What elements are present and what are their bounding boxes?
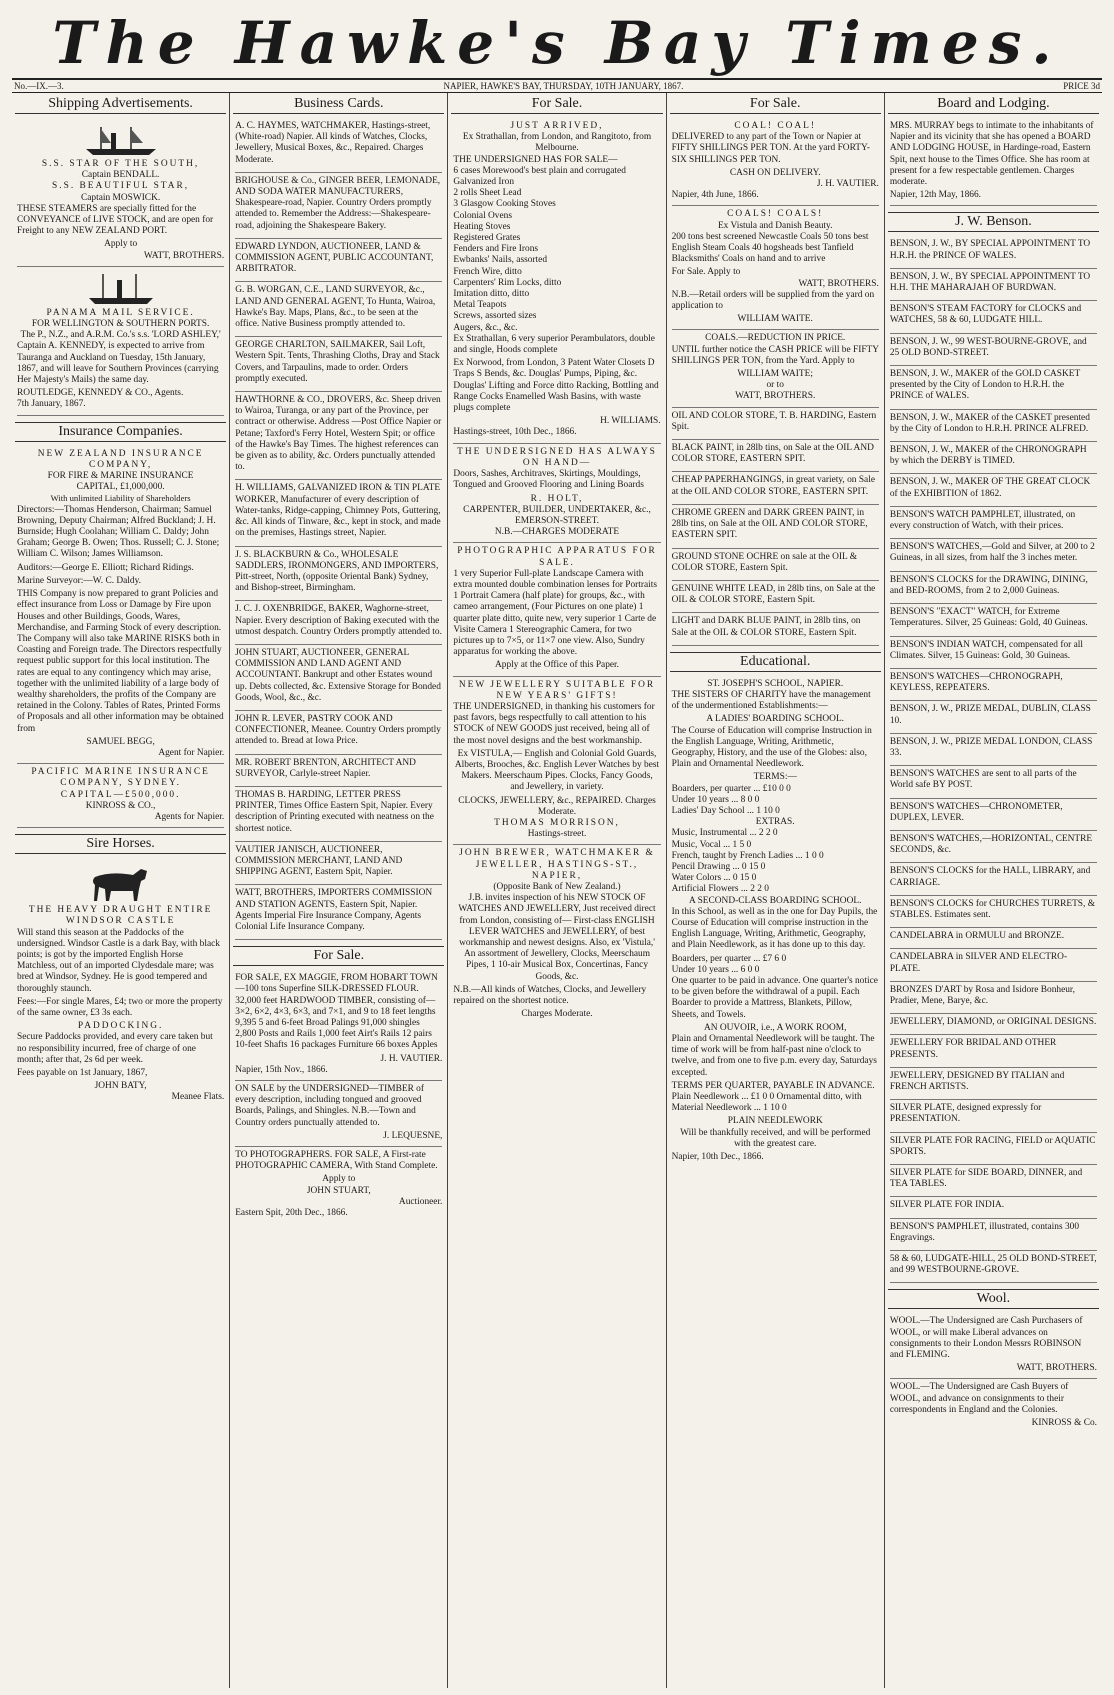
ad-title: NEW ZEALAND INSURANCE COMPANY, bbox=[37, 448, 204, 470]
section-heading: Insurance Companies. bbox=[15, 422, 226, 442]
item-text: BENSON, J. W., MAKER of the GOLD CASKET presented by the City of London to H.R.H. the PRINCE of WALES. bbox=[889, 369, 1081, 402]
benson-item bbox=[890, 301, 1097, 333]
seller-name: WILLIAM WAITE. bbox=[737, 314, 813, 325]
item-text: BENSON, J. W., BY SPECIAL APPOINTMENT TO H.H. THE MAHARAJAH OF BURDWAN. bbox=[889, 271, 1091, 294]
ad-title: ST. JOSEPH'S SCHOOL, NAPIER. bbox=[707, 678, 844, 689]
benson-item bbox=[890, 1219, 1097, 1251]
masthead: The Hawke's Bay Times. bbox=[52, 9, 1062, 77]
ad-st-josephs bbox=[672, 676, 879, 1168]
apply-label: For Sale. Apply to bbox=[671, 267, 741, 278]
ad-date: Napier, 15th Nov., 1866. bbox=[235, 1064, 328, 1075]
ship-name-2: S.S. BEAUTIFUL STAR, bbox=[52, 181, 190, 192]
card-text: BRIGHOUSE & Co., GINGER BEER, LEMONADE, AND SODA WATER MANUFACTURERS, Shakespeare-road, Napier. Country Orders promptly attended to. Remember the Address:—Shakespeare-road, adjoining the Shakespeare Bakery. bbox=[235, 175, 441, 231]
sub-heading: PADDOCKING. bbox=[77, 1021, 164, 1032]
ad-store bbox=[672, 505, 879, 549]
item: Ewbanks' Nails, assorted bbox=[453, 255, 548, 266]
issue-number: No.—IX.—3. bbox=[14, 81, 64, 91]
seller-name: R. HOLT, bbox=[530, 493, 584, 504]
ad-date: Napier, 4th June, 1866. bbox=[671, 190, 759, 201]
ad-just-arrived bbox=[453, 118, 660, 444]
ship-captain-2: Captain MOSWICK. bbox=[81, 192, 161, 203]
term-row: Music, Instrumental ... 2 2 0 bbox=[671, 828, 778, 839]
ad-holt bbox=[453, 444, 660, 544]
ad-lead: THE UNDERSIGNED HAS FOR SALE— bbox=[453, 154, 618, 165]
benson-item bbox=[890, 507, 1097, 539]
term-row: Under 10 years ... 8 0 0 bbox=[671, 794, 760, 805]
ad-title: THE HEAVY DRAUGHT ENTIRE WINDSOR CASTLE bbox=[28, 905, 213, 927]
capital: CAPITAL, £1,000,000. bbox=[76, 482, 165, 493]
business-card bbox=[235, 118, 442, 173]
benson-item bbox=[890, 637, 1097, 669]
card-text: JOHN R. LEVER, PASTRY COOK AND CONFECTIONER, Meanee. Country Orders promptly attended to. Bread at Iowa Price. bbox=[235, 713, 441, 747]
capital: CAPITAL—£500,000. bbox=[60, 789, 181, 800]
seller-name: WATT, BROTHERS. bbox=[798, 278, 879, 289]
ad-title: COALS! COALS! bbox=[727, 209, 824, 220]
ad-subtitle: (Opposite Bank of New Zealand.) bbox=[493, 882, 621, 892]
benson-item bbox=[890, 1197, 1097, 1218]
benson-item bbox=[890, 982, 1097, 1014]
ad-text: Ex Strathallan, 6 very superior Perambulators, double and single, Hoods complete bbox=[453, 333, 655, 356]
sub-heading: A SECOND-CLASS BOARDING SCHOOL. bbox=[689, 895, 862, 906]
term-row: Boarders, per quarter ... £10 0 0 bbox=[671, 783, 791, 794]
ad-text: Will be thankfully received, and will be performed with the greatest care. bbox=[680, 1127, 871, 1149]
benson-item bbox=[890, 831, 1097, 863]
ad-subtitle: Ex Vistula and Danish Beauty. bbox=[717, 220, 833, 231]
agent-name: SAMUEL BEGG, bbox=[86, 736, 155, 747]
card-text: MR. ROBERT BRENTON, ARCHITECT AND SURVEYOR, Carlyle-street Napier. bbox=[235, 757, 416, 779]
item-text: BENSON, J. W., MAKER of the CASKET presented by the City of London to H.R.H. PRINCE ALFRED. bbox=[889, 412, 1090, 434]
ad-text: CHROME GREEN and DARK GREEN PAINT, in 28lb tins, on Sale at the OIL AND COLOR STORE, EASTERN SPIT. bbox=[671, 507, 868, 541]
ad-text: THESE STEAMERS are specially fitted for the CONVEYANCE of LIVE STOCK, and are open for Freight to any NEW ZEALAND PORT. bbox=[17, 203, 214, 237]
benson-item bbox=[890, 366, 1097, 410]
ad-text: GENUINE WHITE LEAD, in 28lb tins, on Sale at the OIL & COLOR STORE, Eastern Spit. bbox=[671, 583, 876, 606]
ad-wool-1 bbox=[890, 1313, 1097, 1379]
section-heading: Educational. bbox=[670, 652, 881, 672]
benson-item bbox=[890, 928, 1097, 949]
charges: Charges Moderate. bbox=[521, 1009, 593, 1020]
card-text: J. S. BLACKBURN & Co., WHOLESALE SADDLERS, IRONMONGERS, AND IMPORTERS, Pitt-street, North, (opposite Oriental Bank) Sydney, and Bishop-street, Birmingham. bbox=[235, 549, 439, 594]
benson-item bbox=[890, 734, 1097, 766]
term-row: Under 10 years ... 6 0 0 bbox=[671, 964, 760, 975]
benson-item bbox=[890, 1035, 1097, 1067]
benson-item bbox=[890, 410, 1097, 442]
ad-subtitle: FOR WELLINGTON & SOUTHERN PORTS. bbox=[31, 319, 210, 330]
ad-title: COALS.—REDUCTION IN PRICE. bbox=[705, 333, 846, 344]
item-text: JEWELLERY, DESIGNED BY ITALIAN and FRENCH ARTISTS. bbox=[889, 1070, 1065, 1092]
ad-photographic-apparatus bbox=[453, 543, 660, 676]
ad-maggie bbox=[235, 970, 442, 1081]
ad-text: THE SISTERS OF CHARITY have the management of the undermentioned Establishments:— bbox=[671, 689, 871, 712]
ad-text: Ex VISTULA,— English and Colonial Gold Guards, Alberts, Brooches, &c. English Lever Watches by best Makers. Meerschaum Pipes. Clocks, Fancy Goods, and Jewellery, in variety. bbox=[454, 748, 660, 793]
steamship-icon bbox=[81, 272, 161, 306]
ad-nz-insurance bbox=[17, 446, 224, 764]
ad-store bbox=[672, 440, 879, 472]
fees: Fees:—For single Mares, £4; two or more the property of the same owner, £3 3s each. bbox=[17, 996, 223, 1018]
directors: Directors:—Thomas Henderson, Chairman; Samuel Browning, Deputy Chairman; Alfred Buckland; J. H. Burnside; Hugh Coolahan; William C. Daldy; John Graham; George B. Owen; Thos. Russell; C. J. Stone; William C. Wilson; James Williamson. bbox=[17, 504, 220, 560]
term-row: Artificial Flowers ... 2 2 0 bbox=[671, 884, 769, 895]
ad-title: COAL! COAL! bbox=[734, 121, 817, 131]
ad-date: 7th January, 1867. bbox=[17, 399, 86, 410]
ad-title: JOHN BREWER, WATCHMAKER & JEWELLER, HASTINGS-ST., NAPIER, bbox=[459, 848, 655, 881]
item-text: BENSON'S WATCH PAMPHLET, illustrated, on every construction of Watch, with their prices. bbox=[889, 509, 1076, 532]
ad-text: GROUND STONE OCHRE on sale at the OIL & COLOR STORE, Eastern Spit. bbox=[671, 551, 858, 573]
business-card bbox=[235, 787, 442, 842]
item-text: CANDELABRA in SILVER AND ELECTRO-PLATE. bbox=[889, 952, 1068, 974]
ad-note: N.B.—Retail orders will be supplied from the yard on application to bbox=[671, 289, 875, 312]
item: Carpenters' Rim Locks, ditto bbox=[453, 277, 562, 288]
ad-note: One quarter to be paid in advance. One quarter's notice to be given before the withdrawal of a pupil. Each Boarder to provide a Mattress, Blankets, Pillow, Sheets, and Towels. bbox=[671, 976, 878, 1020]
ad-panama bbox=[17, 267, 224, 416]
agent-name: KINROSS & CO., bbox=[85, 800, 156, 811]
item: Imitation ditto, ditto bbox=[453, 289, 530, 300]
business-card bbox=[235, 173, 442, 239]
ad-text: Ex Norwood, from London, 3 Patent Water Closets D Traps S Bends, &c. Douglas' Pumps, Piping, &c. Douglas' Lifting and Force ditto Racking, Bottling and Range Cocks Enamelled Wash Basins, with waste plugs complete bbox=[453, 358, 659, 414]
seller-role: Auctioneer. bbox=[398, 1196, 443, 1207]
term-row: Water Colors ... 0 15 0 bbox=[671, 873, 757, 884]
item-text: BENSON, J. W., MAKER OF THE GREAT CLOCK of the EXHIBITION of 1862. bbox=[889, 477, 1091, 499]
ad-text: In this School, as well as in the one for Day Pupils, the Course of Education will comprise instruction in the English Language, Writing, Arithmetic, Geography, and Plain Needlework, as it has done up to this day. bbox=[671, 906, 878, 951]
ad-text: Secure Paddocks provided, and every care taken but no responsibility incurred, free of charge of one month; after that, 2s 6d per week. bbox=[17, 1032, 213, 1065]
benson-item bbox=[890, 701, 1097, 733]
ad-title: THE UNDERSIGNED HAS ALWAYS ON HAND— bbox=[457, 446, 657, 468]
term-row: Pencil Drawing ... 0 15 0 bbox=[671, 861, 766, 872]
ad-text: Doors, Sashes, Architraves, Skirtings, Mouldings, Tongued and Grooved Flooring and Lining Boards bbox=[453, 469, 644, 491]
business-card bbox=[235, 337, 442, 392]
ad-coal-reduction bbox=[672, 330, 879, 407]
business-card bbox=[235, 711, 442, 755]
section-heading: For Sale. bbox=[233, 946, 444, 966]
benson-item bbox=[890, 1100, 1097, 1132]
card-text: G. B. WORGAN, C.E., LAND SURVEYOR, &c., LAND AND GENERAL AGENT, To Hunta, Wairoa, Hawke's Bay. Maps, Plans, &c., to be seen at the office. Native Business promptly attended to. bbox=[235, 285, 436, 330]
item-text: BENSON, J. W., PRIZE MEDAL, DUBLIN, CLASS 10. bbox=[889, 704, 1091, 726]
item-text: BENSON'S WATCHES,—Gold and Silver, at 200 to 2 Guineas, in all sizes, from half the 3 inches meter. bbox=[889, 542, 1095, 564]
ad-title: JUST ARRIVED, bbox=[510, 121, 604, 131]
column-heading: Shipping Advertisements. bbox=[15, 95, 226, 114]
ad-text: OIL AND COLOR STORE, T. B. HARDING, Eastern Spit. bbox=[671, 410, 877, 432]
item-text: BENSON, J. W., MAKER of the CHRONOGRAPH by which the DERBY is TIMED. bbox=[889, 445, 1087, 467]
card-text: VAUTIER JANISCH, AUCTIONEER, COMMISSION MERCHANT, LAND AND SHIPPING AGENT, Eastern Spit, Napier. bbox=[235, 844, 403, 878]
column-board-lodging bbox=[885, 93, 1102, 1688]
ad-date: Eastern Spit, 20th Dec., 1866. bbox=[235, 1208, 348, 1219]
ad-date: Napier, 12th May, 1866. bbox=[889, 190, 981, 201]
ad-text: LIGHT and DARK BLUE PAINT, in 28lb tins, on Sale at the OIL & COLOR STORE, Eastern Spit. bbox=[671, 616, 861, 638]
seller-name: THOMAS MORRISON, bbox=[494, 817, 620, 828]
benson-item bbox=[890, 474, 1097, 506]
card-text: J. C. J. OXENBRIDGE, BAKER, Waghorne-street, Napier. Every description of Baking executed with the utmost despatch. Country Orders promptly attended to. bbox=[235, 604, 442, 637]
issue-date: NAPIER, HAWKE'S BAY, THURSDAY, 10TH JANUARY, 1867. bbox=[443, 81, 684, 91]
benson-item bbox=[890, 949, 1097, 981]
ad-text: The Course of Education will comprise Instruction in the English Language, Writing, Arithmetic, Geography, History, and the use of the Globes: also, Plain and Ornamental Needlework. bbox=[671, 725, 872, 770]
item-text: SILVER PLATE, designed expressly for PRESENTATION. bbox=[889, 1103, 1042, 1125]
item: French Wire, ditto bbox=[453, 266, 522, 277]
benson-item bbox=[890, 1014, 1097, 1035]
item-text: BENSON'S PAMPHLET, illustrated, contains 300 Engravings. bbox=[889, 1221, 1080, 1243]
benson-item bbox=[890, 1165, 1097, 1197]
ad-text: THE UNDERSIGNED, in thanking his customers for past favors, begs respectfully to call attention to his STOCK of NEW GOODS just received, being all of the most novel designs and the best workmanship. bbox=[453, 701, 655, 746]
terms-label: TERMS:— bbox=[753, 772, 797, 783]
apply-label: Apply at the Office of this Paper. bbox=[494, 660, 620, 671]
ad-john-brewer bbox=[453, 845, 660, 1024]
column-heading: For Sale. bbox=[670, 95, 881, 114]
benson-item bbox=[890, 334, 1097, 366]
item-text: BENSON'S CLOCKS for the HALL, LIBRARY, and CARRIAGE. bbox=[889, 866, 1091, 888]
ad-subtitle: Ex Strathallan, from London, and Rangitoto, from Melbourne. bbox=[462, 132, 652, 154]
agent-role: Agents for Napier. bbox=[154, 811, 225, 822]
seller-name: WILLIAM WAITE; bbox=[737, 369, 813, 380]
business-card bbox=[235, 392, 442, 480]
ad-title: NEW JEWELLERY SUITABLE FOR NEW YEARS' GIFTS! bbox=[458, 679, 656, 701]
ad-store bbox=[672, 408, 879, 440]
ad-sire-horse bbox=[17, 858, 224, 1107]
ad-text: UNTIL further notice the CASH PRICE will be FIFTY SHILLINGS PER TON, from the Yard. Apply to bbox=[671, 344, 879, 366]
item-text: SILVER PLATE FOR RACING, FIELD or AQUATIC SPORTS. bbox=[889, 1135, 1096, 1157]
item-text: CANDELABRA in ORMULU and BRONZE. bbox=[889, 931, 1065, 942]
item-text: BENSON, J. W., BY SPECIAL APPOINTMENT TO H.R.H. the PRINCE OF WALES. bbox=[889, 239, 1091, 261]
ad-pacific-insurance bbox=[17, 764, 224, 828]
item-text: SILVER PLATE FOR INDIA. bbox=[889, 1200, 1005, 1211]
item: 2 rolls Sheet Lead bbox=[453, 188, 522, 199]
ad-store bbox=[672, 472, 879, 504]
ad-coal bbox=[672, 118, 879, 206]
card-text: WATT, BROTHERS, IMPORTERS COMMISSION AND STATION AGENTS, Eastern Spit, Napier. Agents Imperial Fire Insurance Company, Agents Colonial Life Insurance Company. bbox=[235, 888, 433, 932]
fees-note: Fees payable on 1st January, 1867, bbox=[17, 1068, 148, 1078]
ad-coals bbox=[672, 206, 879, 330]
column-heading: For Sale. bbox=[451, 95, 662, 114]
column-for-sale-2 bbox=[667, 93, 885, 1688]
ad-store bbox=[672, 613, 879, 645]
ad-note: CLOCKS, JEWELLERY, &c., REPAIRED. Charges Moderate. bbox=[458, 795, 656, 817]
ad-note: N.B.—CHARGES MODERATE bbox=[494, 527, 620, 538]
column-for-sale-1 bbox=[448, 93, 666, 1688]
benson-item bbox=[890, 766, 1097, 798]
seller-role: CARPENTER, BUILDER, UNDERTAKER, &c., EMERSON-STREET. bbox=[463, 504, 651, 526]
column-heading: Business Cards. bbox=[233, 95, 444, 114]
ad-text: ON SALE by the UNDERSIGNED—TIMBER of every description, including tongued and grooved Boards, Palings, and Shingles. N.B.—Town and Country orders punctually attended to. bbox=[235, 1084, 424, 1128]
seller-place: Hastings-street. bbox=[527, 829, 587, 840]
section-heading: Wool. bbox=[888, 1289, 1099, 1309]
ad-subtitle: FOR FIRE & MARINE INSURANCE bbox=[47, 471, 194, 482]
ad-title: PACIFIC MARINE INSURANCE COMPANY, SYDNEY. bbox=[31, 767, 210, 789]
item: 3 Glasgow Cooking Stoves bbox=[453, 199, 556, 210]
item: Fenders and Fire Irons bbox=[453, 244, 539, 255]
benson-item bbox=[890, 863, 1097, 895]
ad-title: PHOTOGRAPHIC APPARATUS FOR SALE. bbox=[457, 546, 657, 568]
ad-note: N.B.—All kinds of Watches, Clocks, and Jewellery repaired on the shortest notice. bbox=[453, 984, 647, 1007]
address-text: 58 & 60, LUDGATE-HILL, 25 OLD BOND-STREET, and 99 WESTBOURNE-GROVE. bbox=[889, 1254, 1097, 1276]
card-text: H. WILLIAMS, GALVANIZED IRON & TIN PLATE WORKER, Manufacturer of every description of Water-tanks, Ridge-capping, Chimney Pots, Guttering, &c. All kinds of Tinware, &c., kept in stock, and made on the premises, Hastings street, Napier. bbox=[235, 483, 441, 539]
business-card bbox=[235, 239, 442, 283]
business-card bbox=[235, 282, 442, 337]
or-label: or to bbox=[766, 380, 784, 391]
agent-name: WATT, BROTHERS. bbox=[143, 250, 225, 261]
ad-title: PANAMA MAIL SERVICE. bbox=[46, 307, 195, 318]
benson-item bbox=[890, 572, 1097, 604]
business-card bbox=[235, 842, 442, 886]
item-text: BENSON'S INDIAN WATCH, compensated for all Climates. Silver, 15 Guineas: Gold, 30 Guineas. bbox=[889, 639, 1083, 661]
term-row: Boarders, per quarter ... £7 6 0 bbox=[671, 953, 787, 964]
term-row: French, taught by French Ladies ... 1 0 0 bbox=[671, 850, 824, 861]
term-row: TERMS PER QUARTER, PAYABLE IN ADVANCE. Plain Needlework ... £1 0 0 Ornamental ditto, with Material Needlework ... 1 10 0 bbox=[671, 1080, 875, 1114]
item-text: BENSON, J. W., 99 WEST-BOURNE-GROVE, and 25 OLD BOND-STREET. bbox=[889, 336, 1087, 358]
item-text: BENSON'S STEAM FACTORY for CLOCKS and WATCHES, 58 & 60, LUDGATE HILL. bbox=[889, 304, 1082, 326]
term-row: Music, Vocal ... 1 5 0 bbox=[671, 839, 752, 850]
benson-item bbox=[890, 799, 1097, 831]
ad-photographers bbox=[235, 1147, 442, 1223]
card-text: A. C. HAYMES, WATCHMAKER, Hastings-street, (White-road) Napier. All kinds of Watches, Clocks, Jewellery, Musical Boxes, &c., Repaired. Charges Moderate. bbox=[235, 121, 431, 165]
benson-item bbox=[890, 442, 1097, 474]
item: Registered Grates bbox=[453, 233, 521, 244]
ad-store bbox=[672, 549, 879, 581]
ad-date: Napier, 10th Dec., 1866. bbox=[671, 1152, 764, 1163]
ship-captain-1: Captain BENDALL. bbox=[81, 170, 160, 181]
seller-name: H. WILLIAMS. bbox=[600, 416, 661, 427]
item-text: BENSON'S "EXACT" WATCH, for Extreme Temperatures. Silver, 25 Guineas: Gold, 40 Guineas. bbox=[889, 607, 1088, 629]
ad-note: CASH ON DELIVERY. bbox=[729, 167, 821, 178]
agent-role: Agent for Napier. bbox=[158, 747, 225, 758]
ad-text: WOOL.—The Undersigned are Cash Purchasers of WOOL, or will make Liberal advances on consignments to their London Messrs ROBINSON and FLEMING. bbox=[889, 1316, 1083, 1361]
ad-date: Hastings-street, 10th Dec., 1866. bbox=[453, 427, 577, 438]
card-text: EDWARD LYNDON, AUCTIONEER, LAND & COMMISSION AGENT, PUBLIC ACCOUNTANT, ARBITRATOR. bbox=[235, 241, 434, 275]
benson-item bbox=[890, 1068, 1097, 1100]
item-text: BENSON'S WATCHES,—HORIZONTAL, CENTRE SECONDS, &c. bbox=[889, 833, 1093, 856]
item-text: SILVER PLATE for SIDE BOARD, DINNER, and TEA TABLES. bbox=[889, 1168, 1083, 1190]
ad-text: CHEAP PAPERHANGINGS, in great variety, on Sale at the OIL AND COLOR STORE, EASTERN SPIT. bbox=[671, 475, 875, 497]
ad-text: Will stand this season at the Paddocks of the undersigned. Windsor Castle is a dark Bay, with black points; is got by the imported English Horse Matchless, out of an imported Clydesdale mare; was bred at Windsor, Sydney. He is good tempered and thoroughly staunch. bbox=[17, 927, 220, 994]
owner-place: Meanee Flats. bbox=[171, 1092, 225, 1103]
benson-item bbox=[890, 669, 1097, 701]
item-text: BRONZES D'ART by Rosa and Isidore Bonheur, Pradier, Mene, Barye, &c. bbox=[889, 984, 1076, 1006]
dateline bbox=[12, 78, 1102, 93]
column-business-cards bbox=[230, 93, 448, 1688]
card-text: HAWTHORNE & CO., DROVERS, &c. Sheep driven to Wairoa, Turanga, or any part of the Province, per contract or otherwise. Address —Post Office Napier or Petane; Taxford's Ferry Hotel, Western Spit; or office of the Hawke's Bay Times. The highest references can be given as to ability, &c. Orders punctually attended to. bbox=[235, 395, 442, 473]
column-shipping bbox=[12, 93, 230, 1688]
ad-text: MRS. MURRAY begs to intimate to the inhabitants of Napier and its vicinity that she has opened a BOARD AND LODGING HOUSE, in Hardinge-road, Eastern Spit, next house to the Times Office. She has room at present for a few respectable gentlemen. Charges moderate. bbox=[889, 121, 1094, 188]
price: PRICE 3d bbox=[1063, 81, 1100, 91]
ad-mrs-murray bbox=[890, 118, 1097, 206]
liability: With unlimited Liability of Shareholders bbox=[50, 493, 191, 504]
ad-text: THIS Company is now prepared to grant Policies and effect insurance from Loss or Damage by Fire upon Houses and other Buildings, Goods, Wares, Merchandise, and Farming Stock of every description. The Company will also take MARINE RISKS both in Coasting and Foreign trade. The Directors respectfully request public support for this local institution. The rates are equal to any contingency which may arise, together with the unlimited liability of a large body of wealthy shareholders, the profits of the Company are retained in the Colony. Tables of Rates, Printed Forms of Proposals and all other information may be obtained from bbox=[17, 589, 224, 734]
auditors: Auditors:—George E. Elliott; Richard Ridings. bbox=[17, 562, 194, 573]
sub-heading: A LADIES' BOARDING SCHOOL. bbox=[706, 714, 845, 725]
business-card bbox=[235, 755, 442, 787]
seller-name: J. H. VAUTIER. bbox=[380, 1053, 443, 1064]
ad-text: Plain and Ornamental Needlework will be taught. The time of work will be from half-past nine o'clock to twelve, and from one to five p.m. every day, Saturdays excepted. bbox=[671, 1034, 877, 1078]
term-row: Ladies' Day School ... 1 10 0 bbox=[671, 805, 780, 816]
ad-text: 200 tons best screened Newcastle Coals 50 tons best English Steam Coals 40 hogsheads best Tanfield Blacksmiths' Coals on hand and to arrive bbox=[671, 231, 869, 265]
ship-name-1: S.S. STAR OF THE SOUTH, bbox=[41, 159, 200, 169]
horse-icon bbox=[81, 863, 161, 903]
item-text: JEWELLERY FOR BRIDAL AND OTHER PRESENTS. bbox=[889, 1038, 1057, 1060]
item-text: BENSON'S CLOCKS for the DRAWING, DINING, and BED-ROOMS, from 2 to 2,000 Guineas. bbox=[889, 574, 1088, 596]
steamship-icon bbox=[81, 123, 161, 157]
item-text: BENSON'S WATCHES—CHRONOMETER, DUPLEX, LEVER. bbox=[889, 801, 1063, 823]
section-heading: J. W. Benson. bbox=[888, 212, 1099, 232]
ad-text: FOR SALE, EX MAGGIE, FROM HOBART TOWN—100 tons Superfine SILK-DRESSED FLOUR. 32,000 feet HARDWOOD TIMBER, consisting of—3×2, 6×2, 4×3, 6×3, and 7×1, and 9 to 18 feet lengths 9,395 5 and 6-feet Broad Palings 91,000 shingles 2,800 Posts and Rails 1,000 feet Airt's Rails 12 pairs 10-feet Shafts 16 packages Furniture 66 boxes Apples bbox=[235, 973, 438, 1051]
item-text: BENSON, J. W., PRIZE MEDAL LONDON, CLASS 33. bbox=[889, 736, 1093, 758]
ship-name: The P., N.Z., and A.R.M. Co.'s s.s. 'LORD ASHLEY,' bbox=[20, 330, 221, 341]
item: Metal Teapots bbox=[453, 300, 507, 311]
item-text: JEWELLERY, DIAMOND, or ORIGINAL DESIGNS. bbox=[889, 1017, 1097, 1028]
ad-new-jewellery bbox=[453, 677, 660, 846]
business-card bbox=[235, 547, 442, 602]
section-heading: Sire Horses. bbox=[15, 834, 226, 854]
business-card bbox=[235, 885, 442, 940]
seller-name: J. LEQUESNE, bbox=[383, 1130, 443, 1141]
ad-text: 1 very Superior Full-plate Landscape Camera with extra mounted double combination lenses for Portraits 1 Portrait Camera (half plate) for groups, &c., with cameo arrangement, (Four Pictures on one plate) 1 quarter plate ditto, quite new, very superior 1 Carte de Visite Camera 1 Stereographic Camera, for two pictures up to 7×5, or 11×7 one view. Also, Sundry apparatus for working the above. bbox=[453, 568, 658, 658]
benson-item bbox=[890, 269, 1097, 301]
benson-item bbox=[890, 236, 1097, 268]
item-text: BENSON'S WATCHES—CHRONOGRAPH, KEYLESS, REPEATERS. bbox=[889, 671, 1063, 694]
benson-address bbox=[890, 1251, 1097, 1283]
ad-timber bbox=[235, 1081, 442, 1147]
seller-name: J. H. VAUTIER. bbox=[816, 179, 879, 190]
ad-wool-2 bbox=[890, 1379, 1097, 1433]
term-row: EXTRAS. bbox=[755, 817, 795, 828]
item: 6 cases Morewood's best plain and corrugated Galvanized Iron bbox=[453, 165, 626, 188]
card-text: THOMAS B. HARDING, LETTER PRESS PRINTER, Times Office Eastern Spit, Napier. Every description of Printing executed with neatness on the shortest notice. bbox=[235, 789, 434, 834]
item: Heating Stoves bbox=[453, 221, 511, 232]
item-text: BENSON'S WATCHES are sent to all parts of the World safe BY POST. bbox=[889, 769, 1077, 791]
seller-name: WATT, BROTHERS. bbox=[1016, 1363, 1098, 1374]
ad-text: DELIVERED to any part of the Town or Napier at FIFTY SHILLINGS PER TON. At the yard FORTY-SIX SHILLINGS PER TON. bbox=[671, 132, 870, 165]
business-card bbox=[235, 480, 442, 546]
sub-heading: PLAIN NEEDLEWORK bbox=[727, 1116, 823, 1127]
item: Augers, &c., &c. bbox=[453, 322, 518, 333]
ad-text: J.B. invites inspection of his NEW STOCK OF WATCHES AND JEWELLERY, Just received direct from London, consisting of— First-class ENGLISH LEVER WATCHES and JEWELLERY, of best workmanship and newest designs. Also, ex 'Vistula,' An assortment of Jewellery, Clocks, Meerschaum Pipes, 1 10-air Musical Box, Concertinas, Fancy Goods, &c. bbox=[458, 893, 656, 982]
business-card bbox=[235, 601, 442, 645]
ad-text: WOOL.—The Undersigned are Cash Buyers of WOOL, and advance on consignments to their correspondents in England and the Colonies. bbox=[889, 1382, 1069, 1415]
sub-heading: AN OUVOIR, i.e., A WORK ROOM, bbox=[703, 1022, 847, 1033]
item-text: BENSON'S CLOCKS for CHURCHES TURRETS, & STABLES. Estimates sent. bbox=[889, 898, 1096, 920]
apply-label: Apply to bbox=[322, 1174, 356, 1185]
ad-text: TO PHOTOGRAPHERS. FOR SALE, A First-rate PHOTOGRAPHIC CAMERA, With Stand Complete. bbox=[235, 1150, 438, 1172]
seller-name: WATT, BROTHERS. bbox=[735, 391, 816, 402]
ad-text: Captain A. KENNEDY, is expected to arrive from Tauranga and Auckland on Tuesday, 15th January, 1867, and will leave for Southern Provinces (carrying Her Majesty's Mails) the same day. bbox=[17, 341, 219, 386]
benson-item bbox=[890, 896, 1097, 928]
seller-name: JOHN STUART, bbox=[306, 1185, 371, 1196]
card-text: JOHN STUART, AUCTIONEER, GENERAL COMMISSION AND LAND AGENT AND ACCOUNTANT. Bankrupt and other Estates wound up. Debts collected, &c. Extensive Storage for Bonded Goods, Wool, &c., &c. bbox=[235, 647, 441, 703]
seller-name: KINROSS & Co. bbox=[1031, 1418, 1098, 1429]
ad-store bbox=[672, 581, 879, 613]
surveyor: Marine Surveyor:—W. C. Daldy. bbox=[17, 575, 142, 586]
item: Screws, assorted sizes bbox=[453, 311, 537, 322]
benson-item bbox=[890, 1133, 1097, 1165]
apply-label: Apply to bbox=[104, 239, 138, 250]
owner-name: JOHN BATY, bbox=[94, 1081, 147, 1092]
business-card bbox=[235, 645, 442, 711]
ad-text: BLACK PAINT, in 28lb tins, on Sale at the OIL AND COLOR STORE, EASTERN SPIT. bbox=[671, 443, 874, 465]
item: Colonial Ovens bbox=[453, 210, 512, 221]
card-text: GEORGE CHARLTON, SAILMAKER, Sail Loft, Western Spit. Tents, Thrashing Cloths, Dray and Stack Covers, and Tarpaulins, made to order. Orders promptly executed. bbox=[235, 340, 440, 384]
ad-steamers bbox=[17, 118, 224, 267]
agent-name: ROUTLEDGE, KENNEDY & CO., Agents. bbox=[17, 388, 184, 399]
column-heading: Board and Lodging. bbox=[888, 95, 1099, 114]
columns bbox=[12, 93, 1102, 1688]
benson-item bbox=[890, 539, 1097, 571]
benson-item bbox=[890, 604, 1097, 636]
